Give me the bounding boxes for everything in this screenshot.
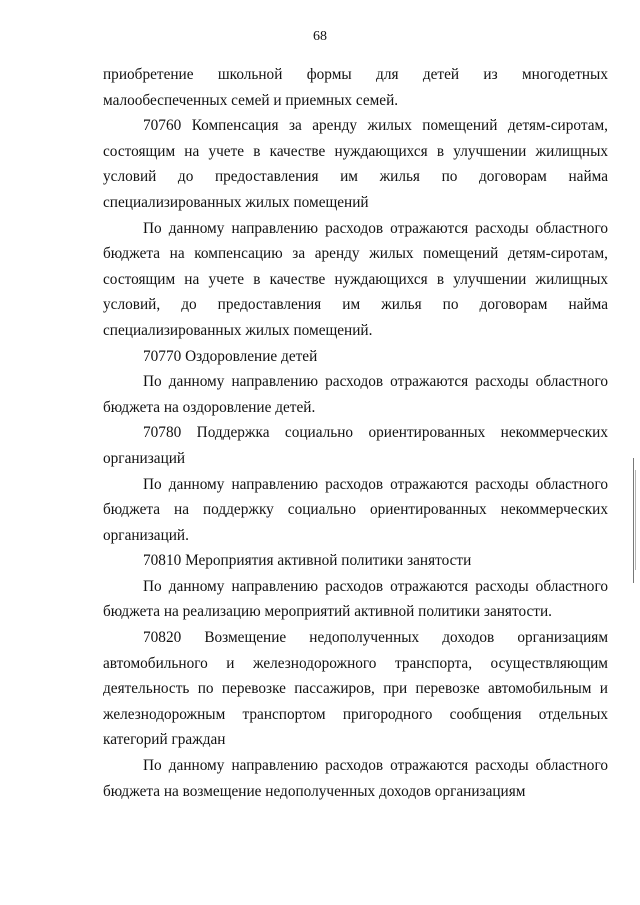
document-body: [103, 62, 608, 804]
paragraph-continuation: приобретение школьной формы для детей из многодетных малообеспеченных семей и приемных семей.: [103, 66, 608, 109]
scan-margin-mark: [633, 458, 634, 583]
paragraph-70770-description: По данному направлению расходов отражаются расходы областного бюджета на оздоровление детей.: [103, 373, 608, 416]
paragraph-70780-description: По данному направлению расходов отражаются расходы областного бюджета на поддержку социально ориентированных некоммерческих организаций.: [103, 475, 608, 544]
section-heading-70780: 70780 Поддержка социально ориентированных некоммерческих организаций: [103, 424, 608, 467]
paragraph-70820-description: По данному направлению расходов отражаются расходы областного бюджета на возмещение недополученных доходов организациям: [103, 757, 608, 800]
paragraph-70760-description: По данному направлению расходов отражаются расходы областного бюджета на компенсацию за аренду жилых помещений детям-сиротам, состоящим на учете в качестве нуждающихся в улучшении жилищных условий, до предоставления им жилья по договорам найма специализированных жилых помещений.: [103, 219, 608, 339]
section-heading-70770: 70770 Оздоровление детей: [143, 347, 318, 365]
page-number: 68: [313, 29, 327, 44]
section-heading-70820: 70820 Возмещение недополученных доходов организациям автомобильного и железнодорожного транспорта, осуществляющим деятельность по перевозке пассажиров, при перевозке автомобильным и железнодорожным транспортом пригородного сообщения отдельных категорий граждан: [103, 629, 608, 749]
section-heading-70760: 70760 Компенсация за аренду жилых помещений детям-сиротам, состоящим на учете в качестве нуждающихся в улучшении жилищных условий до предоставления им жилья по договорам найма специализированных жилых помещений: [103, 117, 608, 211]
scan-margin-mark-faint: [635, 470, 636, 570]
paragraph-70810-description: По данному направлению расходов отражаются расходы областного бюджета на реализацию мероприятий активной политики занятости.: [103, 577, 608, 621]
section-heading-70810: 70810 Мероприятия активной политики занятости: [143, 552, 472, 570]
